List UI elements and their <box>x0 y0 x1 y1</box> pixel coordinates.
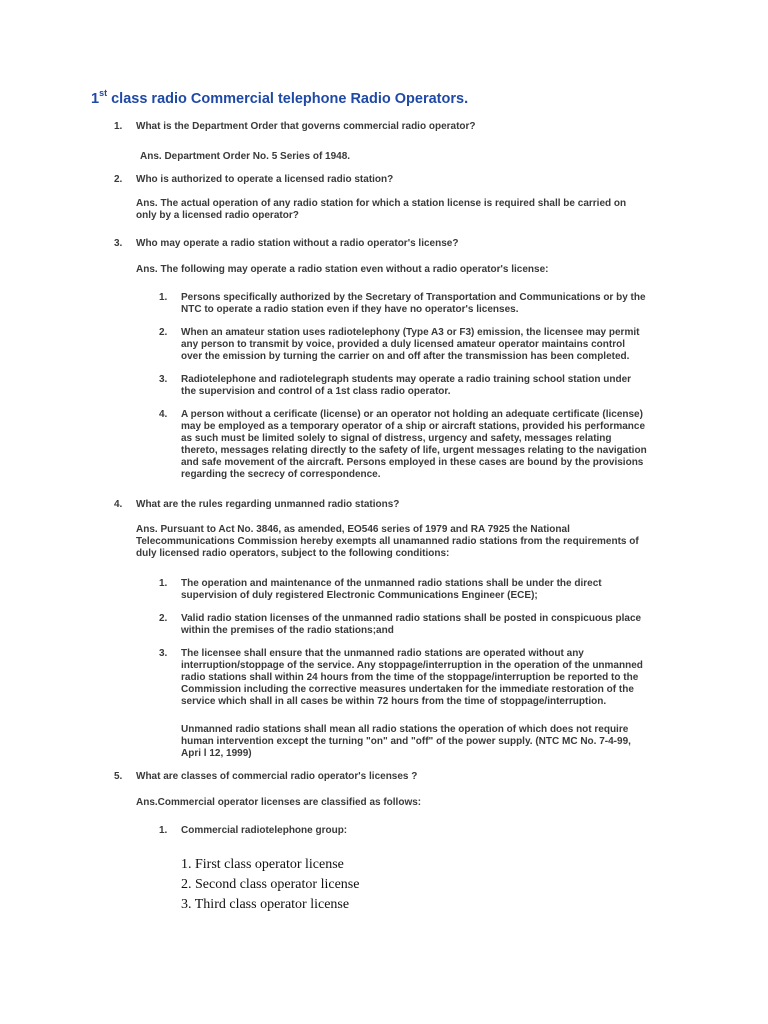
list-item-line: any person to transmit by voice, provided a duly licensed amateur operator maintains control <box>181 339 625 350</box>
question-number: 4. <box>114 499 123 510</box>
list-item-number: 2. <box>159 327 168 338</box>
list-item-line: thereto, messages relating directly to the safety of life, urgent messages relating to the navigation <box>181 445 647 456</box>
license-item: 2. Second class operator license <box>181 877 360 892</box>
list-item-line: and safe movement of the aircraft. Persons employed in these cases are bound by the provisions <box>181 457 644 468</box>
list-item-line: Valid radio station licenses of the unmanned radio stations shall be posted in conspicuous place <box>181 613 642 624</box>
list-item-line: The operation and maintenance of the unmanned radio stations shall be under the direct <box>181 578 602 589</box>
list-item-line: interruption/stoppage of the service. Any stoppage/interruption in the operation of the unmanned <box>181 660 643 671</box>
list-item-number: 2. <box>159 613 168 624</box>
list-item-line: as such must be limited solely to signal of distress, urgency and safety, messages relating <box>181 433 612 444</box>
question-text: Who may operate a radio station without a radio operator's license? <box>136 238 459 249</box>
license-item: 3. Third class operator license <box>181 897 350 912</box>
list-item-number: 4. <box>159 409 168 420</box>
list-item-number: 1. <box>159 292 168 303</box>
list-item-line: A person without a cerificate (license) or an operator not holding an adequate certificate (license) <box>181 409 643 420</box>
answer-text: duly licensed radio operators, subject to the following conditions: <box>136 548 450 559</box>
question-text: Who is authorized to operate a licensed radio station? <box>136 174 394 185</box>
list-item-line: over the emission by turning the carrier on and off after the transmission has been completed. <box>181 351 630 362</box>
list-item-line: regarding the secrecy of correspondence. <box>181 469 381 480</box>
page-title: 1st class radio Commercial telephone Radio Operators. <box>91 88 469 107</box>
answer-text: Ans. Pursuant to Act No. 3846, as amended, EO546 series of 1979 and RA 7925 the National <box>136 524 570 535</box>
list-item-number: 3. <box>159 374 168 385</box>
question-number: 1. <box>114 121 123 132</box>
list-item-line: the supervision and control of a 1st class radio operator. <box>181 386 451 397</box>
group-heading: Commercial radiotelephone group: <box>181 825 348 836</box>
question-number: 3. <box>114 238 123 249</box>
list-item-line: Persons specifically authorized by the Secretary of Transportation and Communications or by the <box>181 292 646 303</box>
answer-text: Ans. The actual operation of any radio station for which a station license is required shall be carried on <box>136 198 627 209</box>
list-item-number: 1. <box>159 578 168 589</box>
list-item-line: NTC to operate a radio station even if they have no operator's licenses. <box>181 304 519 315</box>
list-item-line: The licensee shall ensure that the unmanned radio stations are operated without any <box>181 648 584 659</box>
list-item-line: When an amateur station uses radiotelephony (Type A3 or F3) emission, the licensee may permit <box>181 327 640 338</box>
list-item-line: Commission including the corrective measures undertaken for the immediate restoration of the <box>181 684 634 695</box>
note-line: human intervention except the turning "on" and "off" of the power supply. (NTC MC No. 7-4-99, <box>181 736 631 747</box>
question-text: What is the Department Order that governs commercial radio operator? <box>136 121 476 132</box>
question-text: What are classes of commercial radio operator's licenses ? <box>136 771 418 782</box>
note-line: Unmanned radio stations shall mean all radio stations the operation of which does not require <box>181 724 629 735</box>
list-item-line: Radiotelephone and radiotelegraph students may operate a radio training school station under <box>181 374 632 385</box>
answer-text: Ans.Commercial operator licenses are classified as follows: <box>136 797 422 808</box>
answer-text: Ans. The following may operate a radio station even without a radio operator's license: <box>136 264 549 275</box>
list-item-line: within the premises of the radio stations;and <box>181 625 394 636</box>
note-line: Apri l 12, 1999) <box>181 748 252 759</box>
list-item-number: 3. <box>159 648 168 659</box>
answer-text: Ans. Department Order No. 5 Series of 1948. <box>140 151 351 162</box>
license-item: 1. First class operator license <box>181 857 344 872</box>
list-item-line: may be employed as a temporary operator of a ship or aircraft stations, provided his performance <box>181 421 646 432</box>
question-number: 5. <box>114 771 123 782</box>
list-item-line: service which shall in all cases be within 72 hours from the time of stoppage/interruption. <box>181 696 607 707</box>
answer-text: Telecommunications Commission hereby exempts all unamanned radio stations from the requirements of <box>136 536 639 547</box>
answer-text: only by a licensed radio operator? <box>136 210 299 221</box>
question-number: 2. <box>114 174 123 185</box>
list-item-line: supervision of duly registered Electronic Communications Engineer (ECE); <box>181 590 538 601</box>
list-item-number: 1. <box>159 825 168 836</box>
list-item-line: radio stations shall within 24 hours from the time of the stoppage/interruption be reported to the <box>181 672 639 683</box>
question-text: What are the rules regarding unmanned radio stations? <box>136 499 400 510</box>
